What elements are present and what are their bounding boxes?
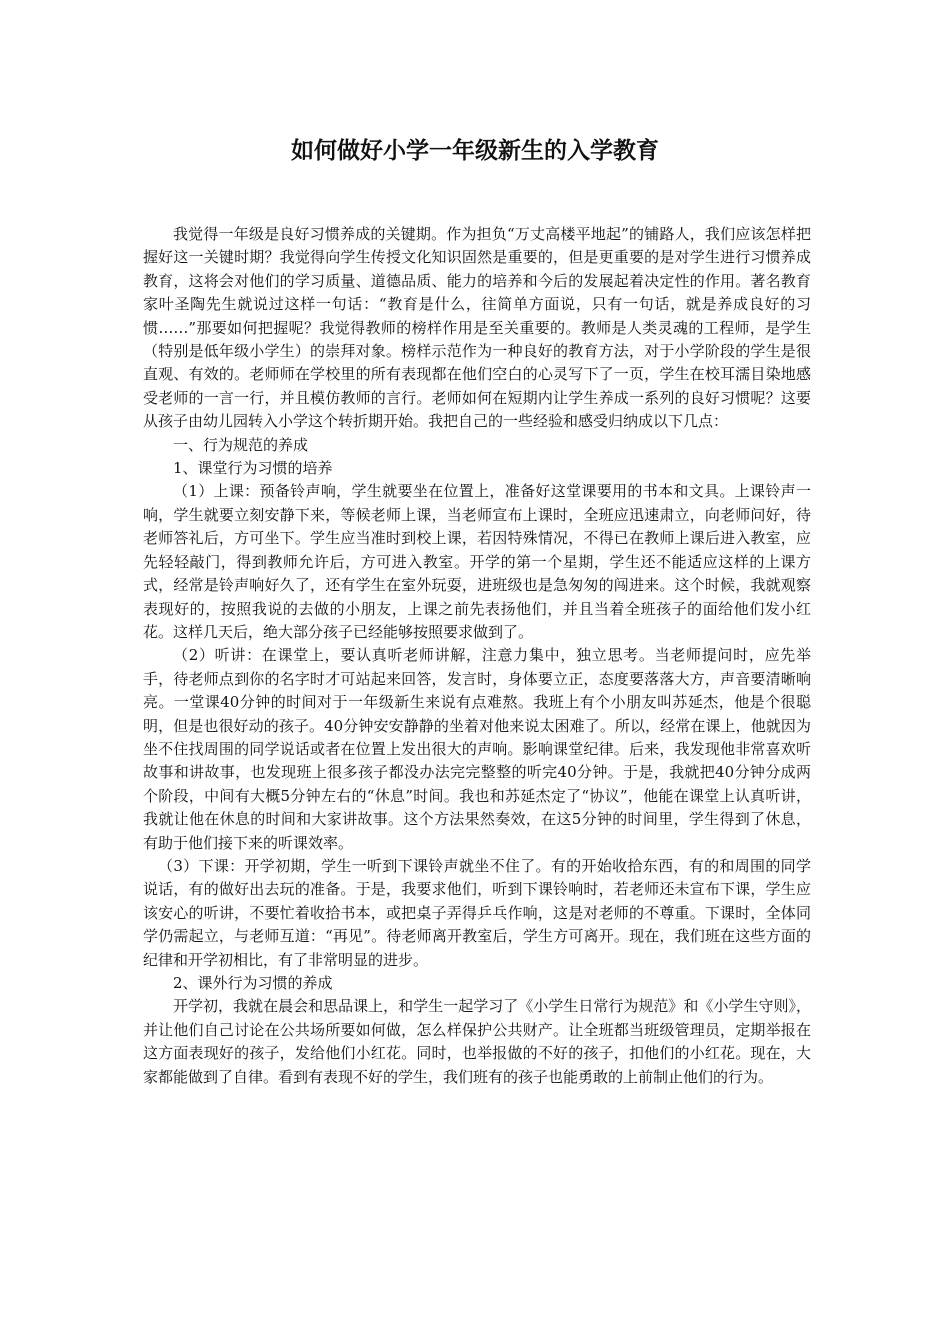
paragraph-class-end: （3）下课：开学初期，学生一听到下课铃声就坐不住了。有的开始收拾东西，有的和周围的同学说话，有的做好出去玩的准备。于是，我要求他们，听到下课铃响时，若老师还未宣布下课，学生应该安心的听讲，不要忙着收拾书本，或把桌子弄得乒乓作响，这是对老师的不尊重。下课时，全体同学仍需起立，与老师互道：“再见”。待老师离开教室后，学生方可离开。现在，我们班在这些方面的纪律和开学初相比，有了非常明显的进步。 xyxy=(143,856,811,969)
paragraph-listening: （2）听讲：在课堂上，要认真听老师讲解，注意力集中，独立思考。当老师提问时，应先举手，待老师点到你的名字时才可站起来回答，发言时，身体要立正，态度要落落大方，声音要清晰响亮。一堂课40分钟的时间对于一年级新生来说有点难熬。我班上有个小朋友叫苏延杰，他是个很聪明，但是也很好动的孩子。40分钟安安静静的坐着对他来说太困难了。所以，经常在课上，他就因为坐不住找周围的同学说话或者在位置上发出很大的声响。影响课堂纪律。后来，我发现他非常喜欢听故事和讲故事，也发现班上很多孩子都没办法完完整整的听完40分钟。于是，我就把40分钟分成两个阶段，中间有大概5分钟左右的“休息”时间。我也和苏延杰定了“协议”，他能在课堂上认真听讲，我就让他在休息的时间和大家讲故事。这个方法果然奏效，在这5分钟的时间里，学生得到了休息，有助于他们接下来的听课效率。 xyxy=(143,646,811,852)
subsection-heading-outside-habits: 2、课外行为习惯的养成 xyxy=(173,974,333,992)
section-heading-behavior-norms: 一、行为规范的养成 xyxy=(173,435,309,454)
subsection-heading-classroom-habits: 1、课堂行为习惯的培养 xyxy=(173,459,333,478)
intro-paragraph: 我觉得一年级是良好习惯养成的关键期。作为担负“万丈高楼平地起”的铺路人，我们应该怎样把握好这一关键时期？我觉得向学生传授文化知识固然是重要的，但是更重要的是对学生进行习惯养成教育，这将会对他们的学习质量、道德品质、能力的培养和今后的发展起着决定性的作用。著名教育家叶圣陶先生就说过这样一句话：“教育是什么，往简单方面说，只有一句话，就是养成良好的习惯……”那要如何把握呢？我觉得教师的榜样作用是至关重要的。教师是人类灵魂的工程师，是学生（特别是低年级小学生）的崇拜对象。榜样示范作为一种良好的教育方法，对于小学阶段的学生是很直观、有效的。老师师在学校里的所有表现都在他们空白的心灵写下了一页，学生在校耳濡目染地感受老师的一言一行，并且模仿教师的言行。老师如何在短期内让学生养成一系列的良好习惯呢？这要从孩子由幼儿园转入小学这个转折期开始。我把自己的一些经验和感受归纳成以下几点： xyxy=(143,225,811,431)
paragraph-class-start: （1）上课：预备铃声响，学生就要坐在位置上，准备好这堂课要用的书本和文具。上课铃声一响，学生就要立刻安静下来，等候老师上课，当老师宣布上课时，全班应迅速肃立，向老师问好，待老师答礼后，方可坐下。学生应当准时到校上课，若因特殊情况，不得已在教师上课后进入教室，应先轻轻敲门，得到教师允许后，方可进入教室。开学的第一个星期，学生还不能适应这样的上课方式，经常是铃声响好久了，还有学生在室外玩耍，进班级也是急匆匆的闯进来。这个时候，我就观察表现好的，按照我说的去做的小朋友，上课之前先表扬他们，并且当着全班孩子的面给他们发小红花。这样几天后，绝大部分孩子已经能够按照要求做到了。 xyxy=(143,482,811,641)
document-title: 如何做好小学一年级新生的入学教育 xyxy=(291,137,659,164)
document-body xyxy=(143,223,811,1089)
paragraph-outside-class: 开学初，我就在晨会和思品课上，和学生一起学习了《小学生日常行为规范》和《小学生守则》，并让他们自己讨论在公共场所要如何做，怎么样保护公共财产。让全班都当班级管理员，定期举报在这方面表现好的孩子，发给他们小红花。同时，也举报做的不好的孩子，扣他们的小红花。现在，大家都能做到了自律。看到有表现不好的学生，我们班有的孩子也能勇敢的上前制止他们的行为。 xyxy=(143,997,811,1086)
